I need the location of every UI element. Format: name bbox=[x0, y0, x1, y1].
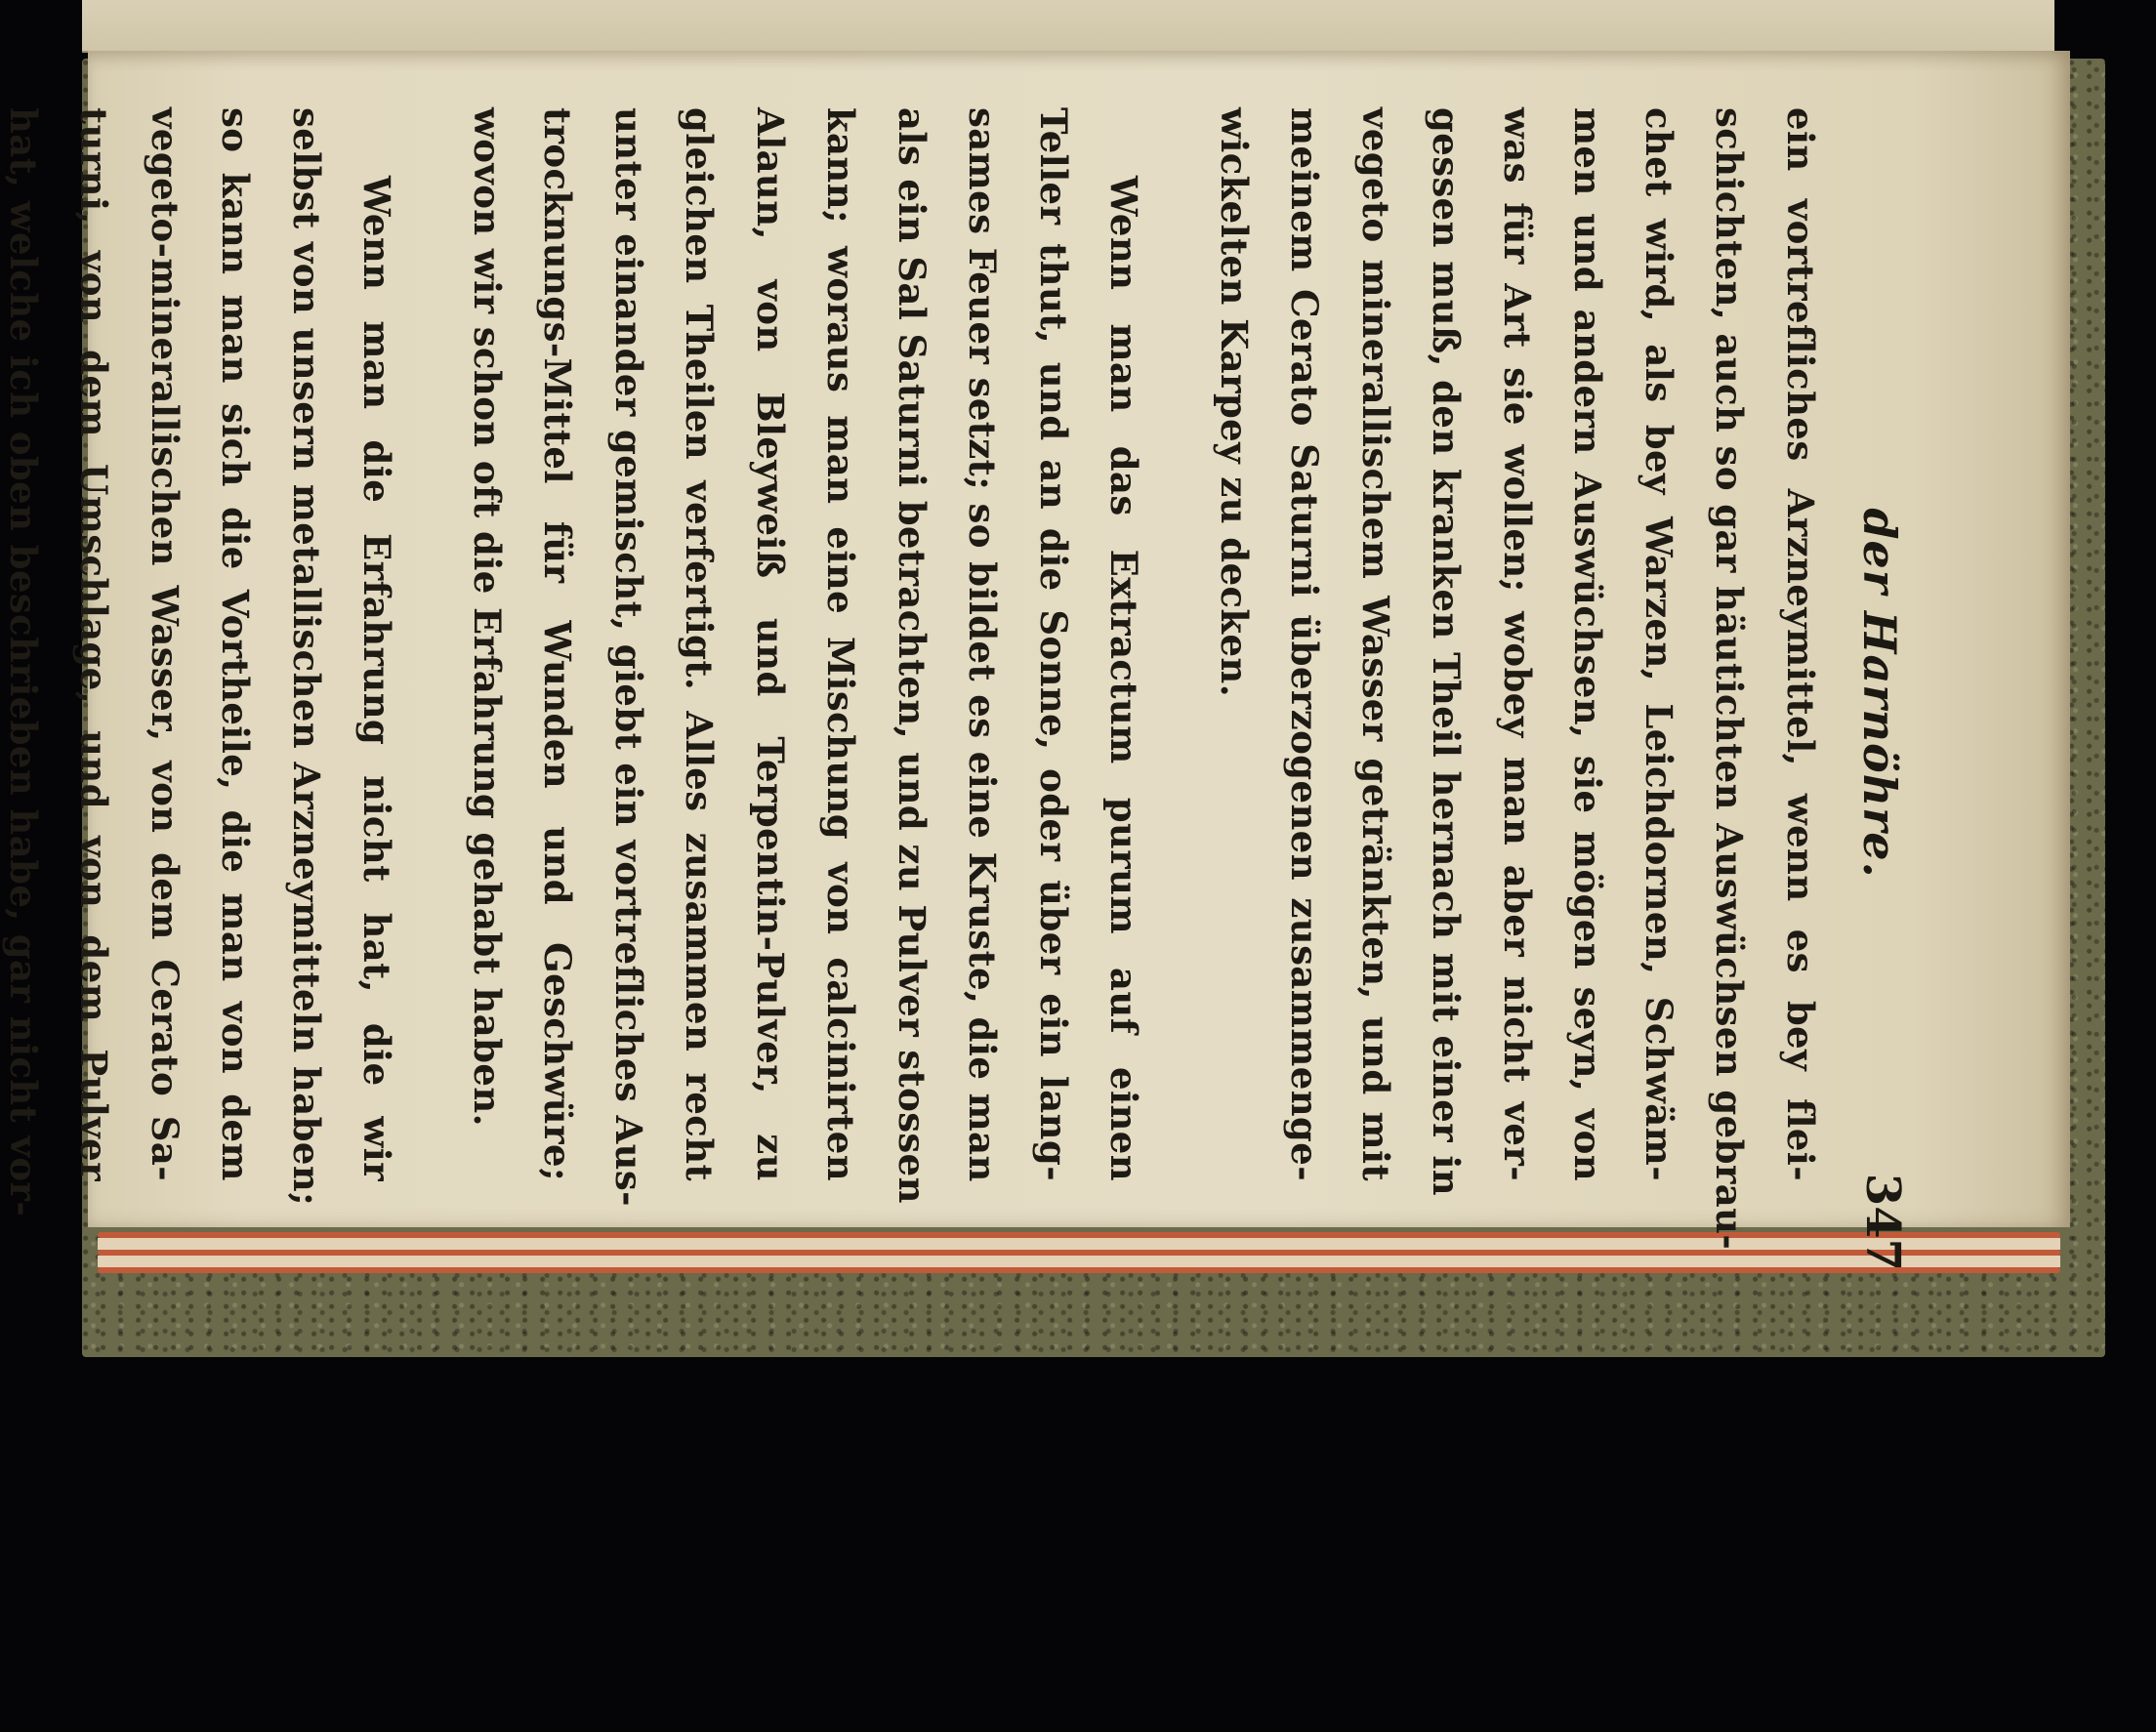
page-text-block bbox=[2, 107, 1924, 1279]
paragraph-3 bbox=[0, 107, 413, 1279]
text-line: meinem Cerato Saturni überzogenen zusammenge- bbox=[1283, 107, 1327, 1181]
text-line: schichten, auch so gar häutichten Auswüchsen gebrau- bbox=[1708, 107, 1752, 1251]
paragraph-2 bbox=[452, 107, 1160, 1279]
text-line: wickelten Karpey zu decken. bbox=[1213, 107, 1256, 697]
text-line: ein vortrefliches Arzneymittel, wenn es bey flei- bbox=[1779, 107, 1822, 1181]
text-line: Teller thut, und an die Sonne, oder über ein lang- bbox=[1032, 107, 1075, 1181]
text-line: so kann man sich die Vortheile, die man von dem bbox=[214, 107, 258, 1181]
text-line: vegeto minerallischem Wasser getränkten, und mit bbox=[1354, 107, 1397, 1181]
text-line: Wenn man die Erfahrung nicht hat, die wir bbox=[355, 176, 399, 1181]
text-line: hat, welche ich oben beschrieben habe, gar nicht vor- bbox=[2, 107, 45, 1217]
running-head: der Harnöhre. bbox=[1853, 508, 1906, 879]
text-line: Wenn man das Extractum purum auf einen bbox=[1102, 176, 1146, 1181]
text-line: als ein Sal Saturni betrachten, und zu Pulver stossen bbox=[891, 107, 933, 1204]
text-line: selbst von unsern metallischen Arzneymitteln haben; bbox=[285, 107, 328, 1207]
text-line: turni, von dem Umschlage, und von dem Pulver bbox=[72, 107, 116, 1181]
text-line: vegeto-minerallischen Wasser, von dem Cerato Sa- bbox=[144, 107, 187, 1181]
paragraph-1 bbox=[1199, 107, 1837, 1279]
text-line: men und andern Auswüchsen, sie mögen seyn, von bbox=[1566, 107, 1610, 1181]
page-number: 347 bbox=[1855, 1173, 1910, 1271]
text-line: gleichen Theilen verfertigt. Alles zusammen recht bbox=[678, 107, 722, 1181]
text-line: chet wird, als bey Warzen, Leichdornen, Schwäm- bbox=[1638, 107, 1680, 1181]
text-line: unter einander gemischt, giebt ein vortrefliches Aus- bbox=[607, 107, 650, 1207]
page-header bbox=[1836, 107, 1924, 1279]
text-line: wovon wir schon oft die Erfahrung gehabt haben. bbox=[466, 107, 509, 1127]
text-line: kann; woraus man eine Mischung von calcinirten bbox=[819, 107, 863, 1181]
facing-page-edge bbox=[82, 0, 2054, 53]
text-line: was für Art sie wollen; wobey man aber nicht ver- bbox=[1496, 107, 1539, 1181]
text-line: trocknungs-Mittel für Wunden und Geschwüre; bbox=[536, 107, 580, 1181]
text-line: sames Feuer setzt; so bildet es eine Kruste, die man bbox=[961, 107, 1005, 1182]
body-text bbox=[0, 107, 1836, 1279]
text-line: gessen muß, den kranken Theil hernach mit einer in bbox=[1425, 107, 1469, 1197]
text-line: Alaun, von Bleyweiß und Terpentin-Pulver, zu bbox=[749, 107, 792, 1181]
